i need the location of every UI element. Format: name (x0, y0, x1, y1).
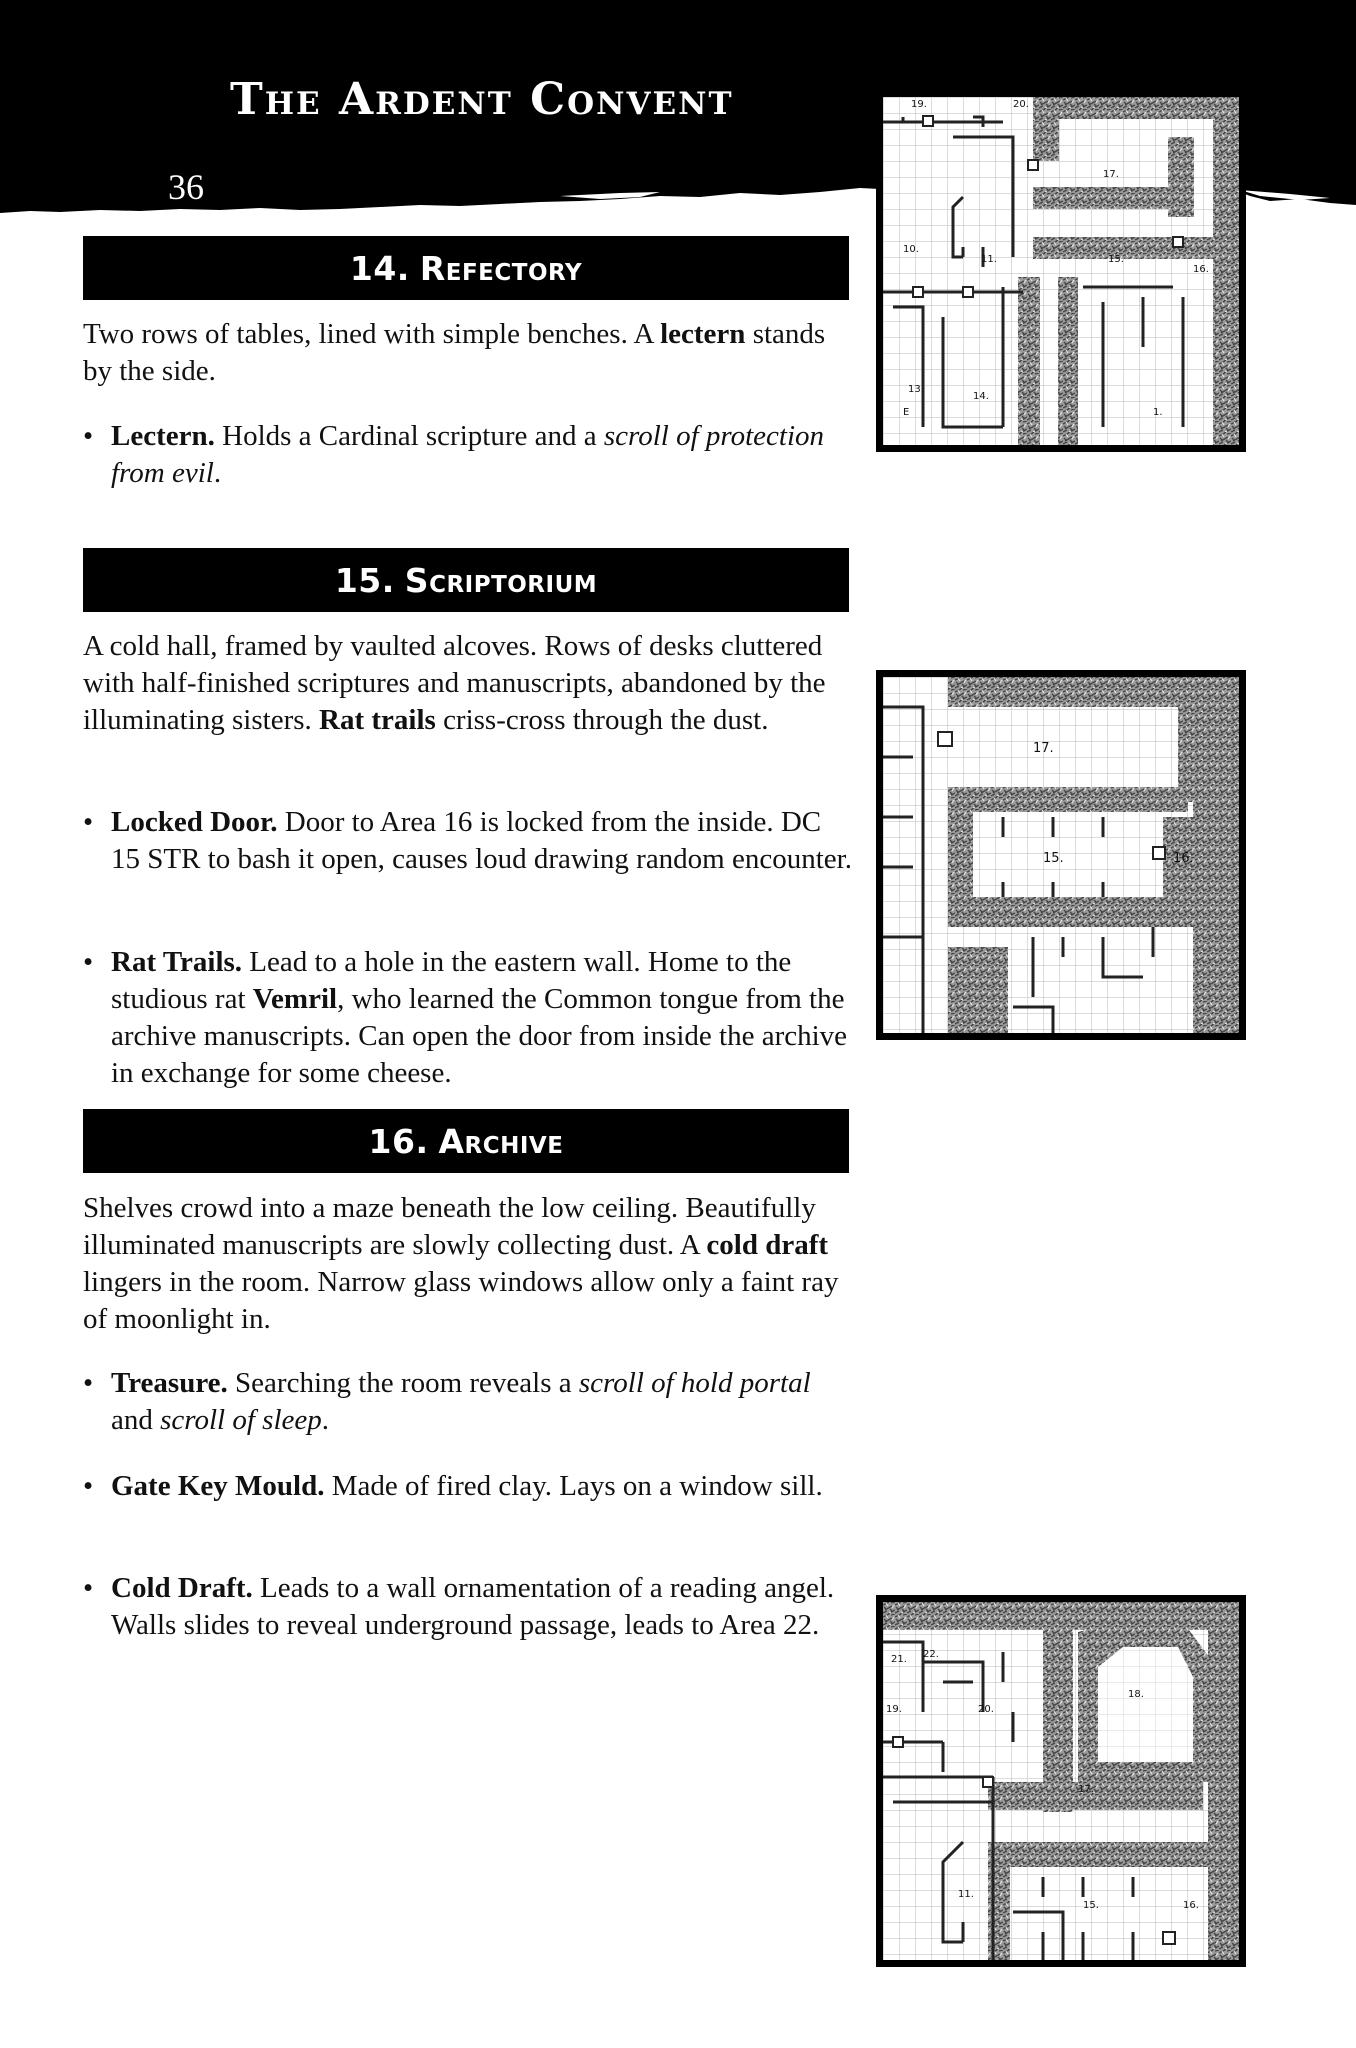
map-label: 16. (1193, 264, 1209, 275)
text-run: stands by the side. (83, 318, 826, 387)
bullet-treasure (83, 1365, 853, 1439)
text-run: A cold hall, framed by vaulted alcoves. Rows of desks cluttered with half-finished scriptures and manuscripts, abandoned by the illuminating sisters. (83, 630, 826, 736)
bullet-glyph: • (83, 1470, 94, 1502)
keyword-rat-trails: Rat trails (319, 704, 436, 736)
refectory-description (83, 316, 853, 390)
text-run: , who learned the Common tongue from the archive manuscripts. Can open the door from inside the archive in exchange for some cheese. (111, 983, 848, 1089)
keyword-cold-draft: cold draft (706, 1229, 829, 1261)
map-label: 22. (923, 1649, 939, 1660)
map-label: 18. (1128, 1689, 1144, 1700)
bullet-gate-key-mould (83, 1468, 853, 1505)
map-label: 11. (958, 1889, 974, 1900)
section-title: Scriptorium (404, 560, 598, 600)
text-run: Lead to a hole in the eastern wall. Home to the studious rat (111, 946, 792, 1015)
keyword-lectern: lectern (660, 318, 746, 350)
bullet-term: Locked Door. (111, 806, 278, 838)
bullet-locked-door (83, 804, 853, 878)
text-run: and (111, 1404, 161, 1436)
map-label: 21. (891, 1654, 907, 1665)
bullet-glyph: • (83, 806, 94, 838)
text-run: Shelves crowd into a maze beneath the low ceiling. Beautifully illuminated manuscripts are slowly collecting dust. A (83, 1192, 816, 1261)
bullet-glyph: • (83, 420, 94, 452)
keyword-vemril: Vemril (252, 983, 338, 1015)
bullet-glyph: • (83, 946, 94, 978)
bullet-glyph: • (83, 1572, 94, 1604)
map-label: 19. (911, 99, 927, 110)
map-label: 19. (886, 1704, 902, 1715)
map-label: 17. (1103, 169, 1119, 180)
item-name: scroll of hold portal (578, 1367, 811, 1399)
dungeon-map (883, 97, 1239, 445)
bullet-rat-trails (83, 944, 853, 1092)
bullet-lectern (83, 418, 853, 492)
bullet-term: Gate Key Mould. (111, 1470, 325, 1502)
text-run: lingers in the room. Narrow glass windows allow only a faint ray of moonlight in. (83, 1266, 839, 1335)
item-name: scroll of protection from evil (111, 420, 825, 489)
scriptorium-description (83, 628, 853, 739)
text-run: Searching the room reveals a (227, 1367, 579, 1399)
bullet-cold-draft (83, 1570, 853, 1644)
text-run: criss-cross through the dust. (435, 704, 769, 736)
bullet-term: Lectern. (111, 420, 215, 452)
section-number: 16. (368, 1121, 429, 1161)
map-archive-area (876, 1595, 1246, 1967)
text-run: Holds a Cardinal scripture and a (214, 420, 604, 452)
section-number: 15. (334, 560, 395, 600)
bullet-term: Treasure. (111, 1367, 228, 1399)
map-label: 20. (1013, 99, 1029, 110)
map-label: 17. (1033, 741, 1054, 756)
map-label: 15. (1083, 1900, 1099, 1911)
map-label: 15. (1108, 254, 1124, 265)
section-header-archive (83, 1109, 849, 1173)
dungeon-map (883, 1602, 1239, 1960)
text-run: . (213, 457, 222, 489)
map-label: E (903, 407, 910, 418)
dungeon-map (883, 677, 1239, 1033)
map-label: 20. (978, 1704, 994, 1715)
map-label: 11. (981, 254, 997, 265)
map-label: 10. (903, 244, 919, 255)
map-label: 16. (1173, 851, 1194, 866)
section-title: Archive (438, 1121, 564, 1161)
text-run: Two rows of tables, lined with simple benches. A (83, 318, 661, 350)
map-scriptorium-area (876, 670, 1246, 1040)
map-refectory-area (876, 90, 1246, 452)
map-label: 17. (1078, 1784, 1094, 1795)
item-name: scroll of sleep (160, 1404, 322, 1436)
bullet-glyph: • (83, 1367, 94, 1399)
page-number: 36 (168, 167, 204, 207)
bullet-term: Rat Trails. (111, 946, 243, 978)
map-label: 16. (1183, 1900, 1199, 1911)
map-label: 14. (973, 391, 989, 402)
section-header-refectory (83, 236, 849, 300)
text-run: Leads to a wall ornamentation of a reading angel. Walls slides to reveal underground passage, leads to Area 22. (111, 1572, 835, 1641)
section-header-scriptorium (83, 548, 849, 612)
bullet-term: Cold Draft. (111, 1572, 253, 1604)
text-run: Door to Area 16 is locked from the inside. DC 15 STR to bash it open, causes loud drawing random encounter. (111, 806, 852, 875)
map-label: 15. (1043, 851, 1064, 866)
section-number: 14. (349, 248, 410, 288)
archive-description (83, 1190, 853, 1338)
text-run: . (321, 1404, 329, 1436)
page-title: The Ardent Convent (230, 74, 734, 125)
map-label: 13. (908, 384, 924, 395)
text-run: Made of fired clay. Lays on a window sill. (324, 1470, 823, 1502)
map-label: 1. (1153, 407, 1163, 418)
section-title: Refectory (419, 248, 583, 288)
